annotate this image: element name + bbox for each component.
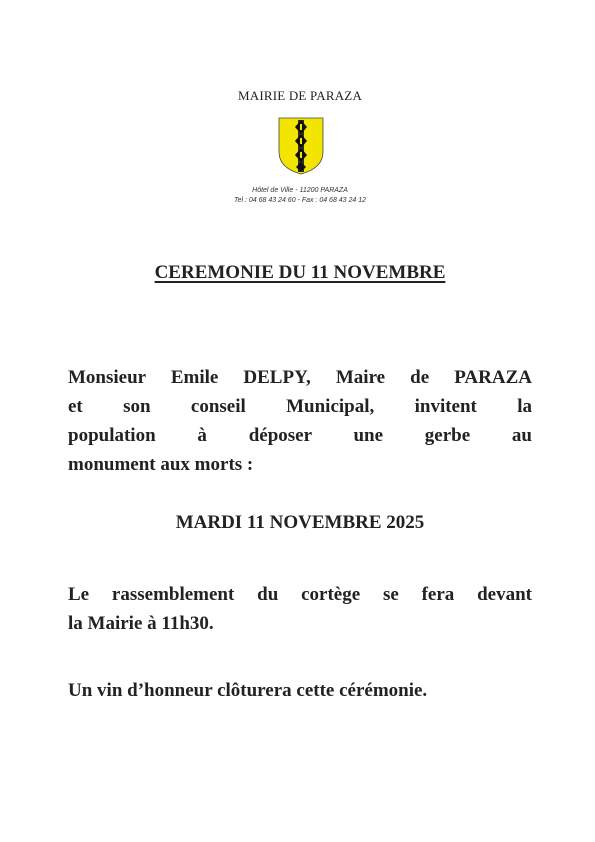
paragraph-line: et son conseil Municipal, invitent la bbox=[68, 396, 532, 417]
contact-line: Tel : 04 68 43 24 60 - Fax : 04 68 43 24 12 bbox=[233, 197, 367, 204]
paragraph-line: la Mairie à 11h30. bbox=[68, 613, 214, 634]
gathering-paragraph bbox=[68, 580, 532, 638]
paragraph-line: population à déposer une gerbe au bbox=[68, 425, 532, 446]
address-line: Hôtel de Ville - 11200 PARAZA bbox=[252, 187, 348, 194]
event-date: MARDI 11 NOVEMBRE 2025 bbox=[175, 512, 425, 533]
paragraph-line: Le rassemblement du cortège se fera devant bbox=[68, 584, 532, 605]
address-block bbox=[0, 186, 595, 206]
reception-paragraph: Un vin d’honneur clôturera cette cérémonie. bbox=[68, 680, 428, 701]
ceremony-title: CEREMONIE DU 11 NOVEMBRE bbox=[154, 262, 446, 283]
coat-of-arms-icon bbox=[277, 116, 325, 176]
mairie-heading: MAIRIE DE PARAZA bbox=[237, 88, 363, 103]
invitation-paragraph bbox=[68, 363, 532, 479]
paragraph-line: monument aux morts : bbox=[68, 454, 254, 475]
paragraph-line: Monsieur Emile DELPY, Maire de PARAZA bbox=[68, 367, 532, 388]
